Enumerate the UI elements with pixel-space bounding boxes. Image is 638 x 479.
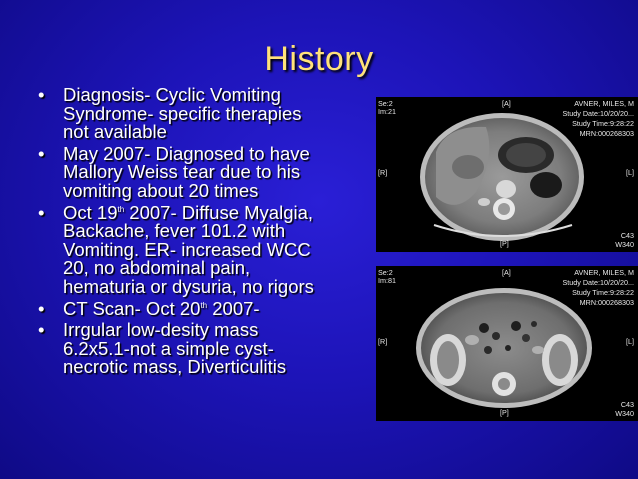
bullet-line-pre: CT Scan- Oct 20 — [63, 297, 201, 319]
ordinal-suffix: th — [200, 300, 208, 310]
posterior-marker: [P] — [500, 239, 509, 248]
left-marker: [L] — [626, 337, 634, 346]
bullet-line: Vomiting. ER- increased WCC — [63, 238, 311, 260]
study-time: Study Time:9:28:22 — [572, 119, 634, 128]
bullet-dot-icon: • — [38, 142, 45, 164]
image-label: Im:81 — [378, 276, 396, 285]
right-marker: [R] — [378, 337, 388, 346]
anterior-marker: [A] — [502, 268, 511, 277]
bullet-line: Irrgular low-desity mass — [63, 319, 259, 341]
bullet-item — [38, 86, 378, 142]
window-width: W340 — [615, 409, 634, 418]
patient-name: AVNER, MILES, M — [574, 268, 634, 277]
mrn: MRN:000268303 — [579, 298, 634, 307]
bullet-line: Syndrome- specific therapies — [63, 102, 302, 124]
bullet-item — [38, 297, 378, 319]
bullet-line: Backache, fever 101.2 with — [63, 220, 286, 242]
image-label: Im:21 — [378, 107, 396, 116]
bullet-line: Mallory Weiss tear due to his — [63, 161, 301, 183]
patient-name: AVNER, MILES, M — [574, 99, 634, 108]
bullet-line: 20, no abdominal pain, — [63, 257, 251, 279]
bullet-line: May 2007- Diagnosed to have — [63, 142, 310, 164]
bullet-line: necrotic mass, Diverticulitis — [63, 356, 287, 378]
window-center: C43 — [620, 400, 634, 409]
bullet-line: hematuria or dysuria, no rigors — [63, 275, 314, 297]
bullet-line-pre: Oct 19 — [63, 201, 118, 223]
study-date: Study Date:10/20/20... — [562, 109, 634, 118]
series-label: Se:2 — [378, 268, 393, 277]
left-marker: [L] — [626, 168, 634, 177]
bullet-dot-icon: • — [38, 297, 45, 319]
bullet-item — [38, 142, 378, 201]
right-marker: [R] — [378, 168, 388, 177]
bullet-item — [38, 321, 378, 377]
bullet-line: vomiting about 20 times — [63, 179, 259, 201]
ordinal-suffix: th — [117, 204, 125, 214]
window-center: C43 — [620, 231, 634, 240]
study-date: Study Date:10/20/20... — [562, 278, 634, 287]
study-time: Study Time:9:28:22 — [572, 288, 634, 297]
posterior-marker: [P] — [500, 408, 509, 417]
slide-title: History — [264, 40, 374, 78]
bullet-line: Diagnosis- Cyclic Vomiting — [63, 84, 281, 105]
anterior-marker: [A] — [502, 99, 511, 108]
bullet-dot-icon: • — [38, 319, 45, 341]
series-label: Se:2 — [378, 99, 393, 108]
bullet-dot-icon: • — [38, 84, 45, 105]
bullet-line: 6.2x5.1-not a simple cyst- — [63, 337, 274, 359]
ct-scan-image — [376, 97, 638, 252]
bullet-line-post: 2007- Diffuse Myalgia, — [124, 201, 314, 223]
ct-scan-image — [376, 266, 638, 421]
bullet-list — [38, 86, 378, 380]
bullet-line-post: 2007- — [207, 297, 260, 319]
window-width: W340 — [615, 240, 634, 249]
bullet-line: not available — [63, 121, 167, 143]
bullet-item — [38, 201, 378, 297]
bullet-dot-icon: • — [38, 201, 45, 223]
mrn: MRN:000268303 — [579, 129, 634, 138]
